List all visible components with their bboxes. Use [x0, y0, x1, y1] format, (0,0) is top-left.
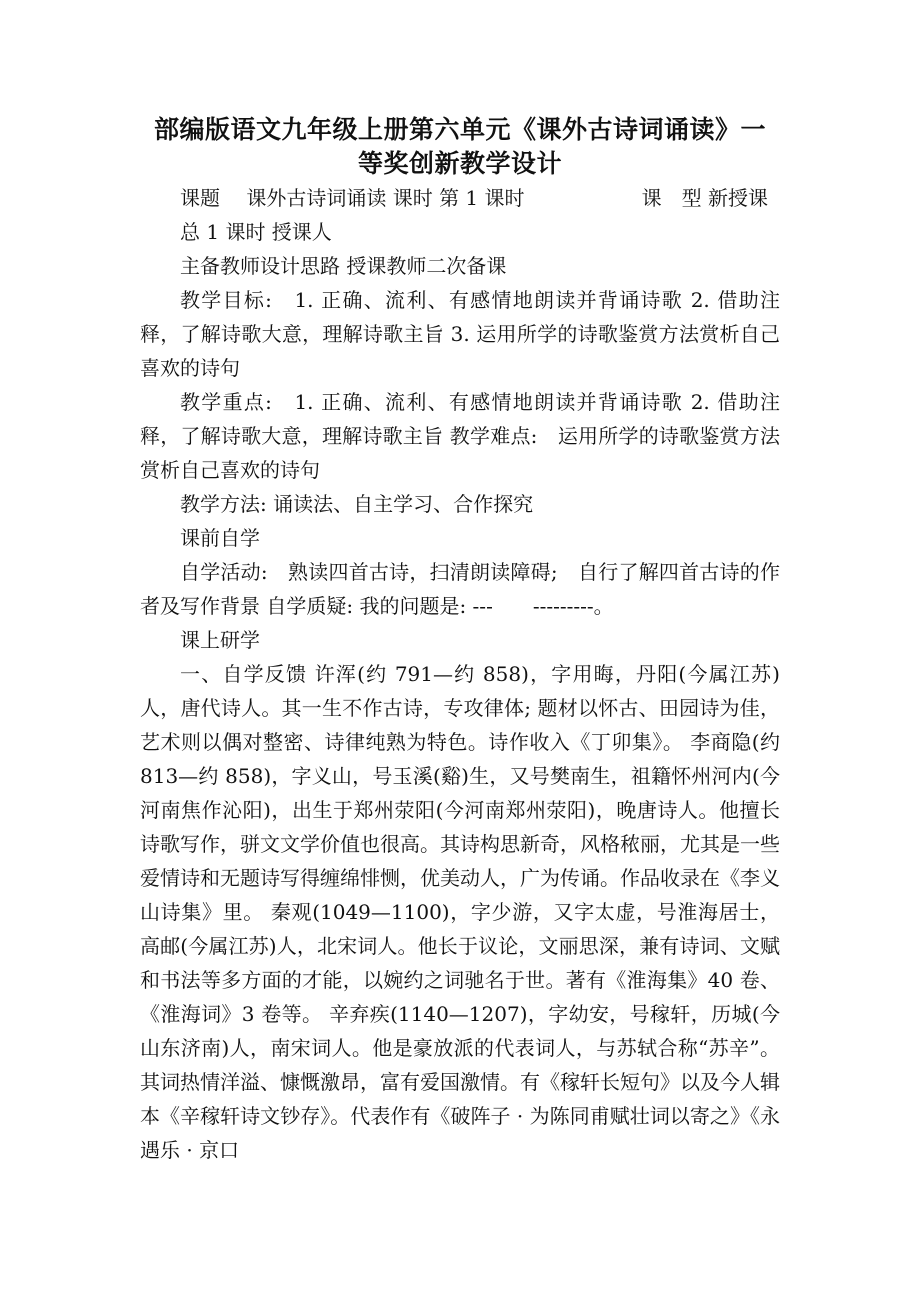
lesson-topic: 课题 课外古诗词诵读 课时 第 1 课时	[180, 186, 525, 210]
lesson-header-row	[140, 181, 780, 215]
teaching-key-points: 教学重点: 1. 正确、流利、有感情地朗读并背诵诗歌 2. 借助注释，了解诗歌大意，理解诗歌主旨 教学难点: 运用所学的诗歌鉴赏方法赏析自己喜欢的诗句	[140, 390, 780, 482]
document-body	[140, 181, 780, 1167]
self-study-activity: 自学活动: 熟读四首古诗，扫清朗读障碍; 自行了解四首古诗的作者及写作背景 自学质疑: 我的问题是: --- ---------。	[140, 560, 780, 618]
pre-class-heading: 课前自学	[180, 526, 260, 550]
course-hours: 总 1 课时 授课人	[180, 220, 332, 244]
lesson-type: 课 型 新授课	[641, 186, 768, 210]
teaching-objectives: 教学目标: 1. 正确、流利、有感情地朗读并背诵诗歌 2. 借助注释，了解诗歌大意，理解诗歌主旨 3. 运用所学的诗歌鉴赏方法赏析自己喜欢的诗句	[140, 288, 780, 380]
authors-paragraph: 一、自学反馈 许浑(约 791—约 858)，字用晦，丹阳(今属江苏)人，唐代诗人。其一生不作古诗，专攻律体; 题材以怀古、田园诗为佳，艺术则以偶对整密、诗律纯熟为特色。诗作收入《丁卯集》。 李商隐(约 813—约 858)，字义山，号玉溪(谿)生，又号樊南生，祖籍怀州河内(今河南焦作沁阳)，出生于郑州荥阳(今河南郑州荥阳)，晚唐诗人。他擅长诗歌写作，骈文文学价值也很高。其诗构思新奇，风格秾丽，尤其是一些爱情诗和无题诗写得缠绵悱恻，优美动人，广为传诵。作品收录在《李义山诗集》里。 秦观(1049—1100)，字少游，又字太虚，号淮海居士，高邮(今属江苏)人，北宋词人。他长于议论，文丽思深，兼有诗词、文赋和书法等多方面的才能，以婉约之词驰名于世。著有《淮海集》40 卷、《淮海词》3 卷等。 辛弃疾(1140—1207)，字幼安，号稼轩，历城(今山东济南)人，南宋词人。他是豪放派的代表词人，与苏轼合称“苏辛”。其词热情洋溢、慷慨激昂，富有爱国激情。有《稼轩长短句》以及今人辑本《辛稼轩诗文钞存》。代表作有《破阵子 · 为陈同甫赋壮词以寄之》《永遇乐 · 京口	[140, 662, 780, 1162]
in-class-heading: 课上研学	[180, 628, 260, 652]
teaching-methods: 教学方法: 诵读法、自主学习、合作探究	[180, 492, 534, 516]
document-title	[140, 113, 780, 181]
title-line-1: 部编版语文九年级上册第六单元《课外古诗词诵读》一	[153, 115, 766, 144]
title-line-2: 等奖创新教学设计	[357, 149, 562, 178]
prep-note: 主备教师设计思路 授课教师二次备课	[180, 254, 507, 278]
